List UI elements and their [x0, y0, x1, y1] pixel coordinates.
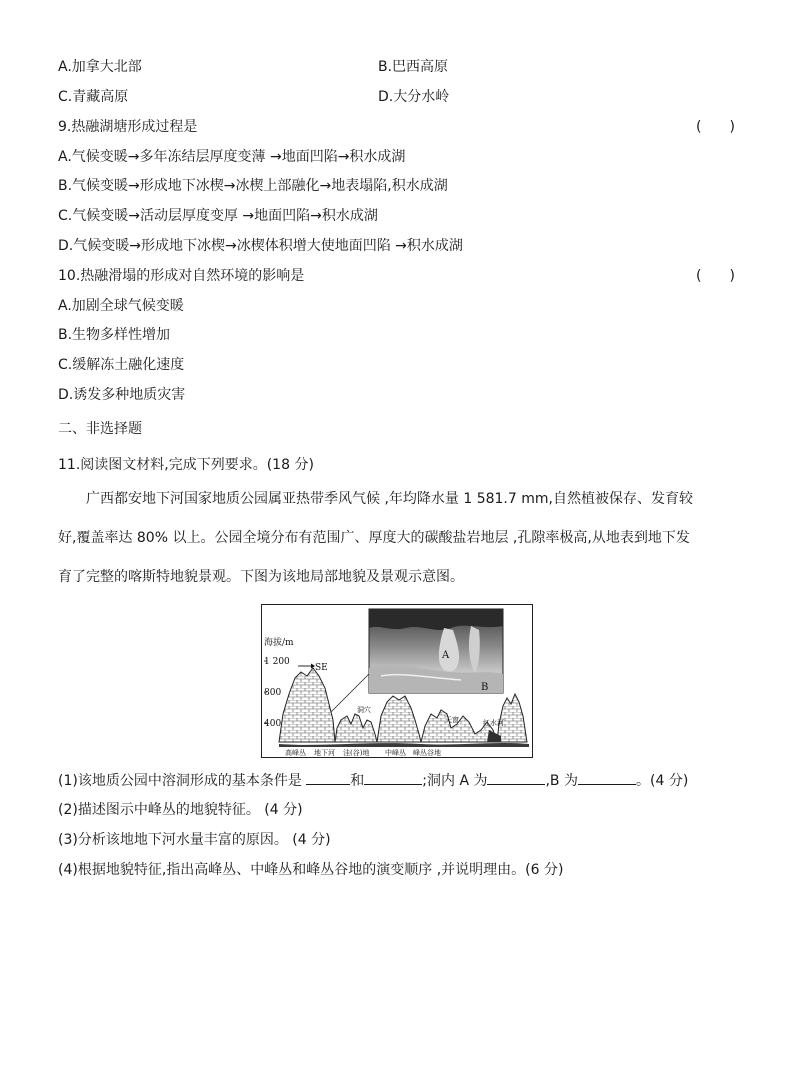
q11-material-line-1: 广西都安地下河国家地质公园属亚热带季风气候 ,年均降水量 1 581.7 mm,自然植被保存、发育较: [86, 491, 693, 507]
q9-option-d: D.气候变暖→形成地下冰楔→冰楔体积增大使地面凹陷 →积水成湖: [58, 238, 463, 254]
label-river: 红水河: [483, 719, 504, 727]
q9-answer-paren: ( ): [696, 119, 735, 135]
section-title: 二、非选择题: [58, 421, 142, 437]
bottom-label-depression: 洼(谷)地: [343, 749, 370, 757]
q8-option-b: B.巴西高原: [378, 59, 449, 75]
answer-blank-4[interactable]: [578, 770, 636, 785]
q11-sub1-text-c: ;洞内 A 为: [422, 773, 488, 789]
q11-stem: 11.阅读图文材料,完成下列要求。(18 分): [58, 457, 314, 473]
q11-sub1-text-d: ,B 为: [545, 773, 578, 789]
answer-blank-1[interactable]: [306, 770, 350, 785]
y-tick-1200: 1 200: [264, 657, 290, 667]
q10-option-a: A.加剧全球气候变暖: [58, 298, 184, 314]
label-skylight: 天窗: [445, 716, 459, 724]
q9-stem: 9.热融湖塘形成过程是: [58, 119, 198, 135]
q10-option-b: B.生物多样性增加: [58, 327, 171, 343]
bottom-label-valley: 峰丛谷地: [413, 749, 441, 757]
q9-option-c: C.气候变暖→活动层厚度变厚 →地面凹陷→积水成湖: [58, 208, 378, 224]
q8-option-c: C.青藏高原: [58, 89, 129, 105]
q8-option-a: A.加拿大北部: [58, 59, 142, 75]
label-cave: 洞穴: [357, 706, 371, 714]
y-tick-800: 800: [264, 688, 282, 698]
q10-option-d: D.诱发多种地质灾害: [58, 387, 186, 403]
q9-option-b: B.气候变暖→形成地下冰楔→冰楔上部融化→地表塌陷,积水成湖: [58, 178, 448, 194]
q10-stem: 10.热融滑塌的形成对自然环境的影响是: [58, 268, 305, 284]
q10-answer-paren: ( ): [696, 268, 735, 284]
q11-sub1-text-b: 和: [350, 773, 365, 789]
q11-sub3: (3)分析该地地下河水量丰富的原因。 (4 分): [58, 832, 331, 848]
y-axis-label: 海拔/m: [264, 638, 294, 648]
q11-sub1: [58, 770, 688, 791]
bottom-label-high-peaks: 高峰丛: [285, 749, 306, 757]
bottom-label-middle-peaks: 中峰丛: [385, 749, 406, 757]
y-tick-400: 400: [264, 719, 282, 729]
answer-blank-3[interactable]: [487, 770, 545, 785]
photo-label-a: A: [442, 650, 450, 661]
q8-option-d: D.大分水岭: [378, 89, 450, 105]
q11-material-line-3: 育了完整的喀斯特地貌景观。下图为该地局部地貌及景观示意图。: [58, 569, 464, 585]
q10-option-c: C.缓解冻土融化速度: [58, 357, 185, 373]
photo-label-b: B: [481, 682, 489, 693]
q11-sub2: (2)描述图示中峰丛的地貌特征。 (4 分): [58, 802, 303, 818]
q11-material-line-2: 好,覆盖率达 80% 以上。公园全境分布有范围广、厚度大的碳酸盐岩地层 ,孔隙率极高,从地表到地下发: [58, 530, 690, 546]
q11-sub1-text-e: 。(4 分): [636, 773, 689, 789]
q9-option-a: A.气候变暖→多年冻结层厚度变薄 →地面凹陷→积水成湖: [58, 149, 406, 165]
cave-photo: [369, 609, 503, 693]
direction-label: SE: [315, 663, 328, 673]
q11-sub1-text-a: (1)该地质公园中溶洞形成的基本条件是: [58, 773, 307, 789]
karst-landform-diagram: [261, 604, 533, 758]
answer-blank-2[interactable]: [364, 770, 422, 785]
q11-sub4: (4)根据地貌特征,指出高峰丛、中峰丛和峰丛谷地的演变顺序 ,并说明理由。(6 分): [58, 862, 564, 878]
bottom-label-underground-river: 地下河: [314, 749, 335, 757]
